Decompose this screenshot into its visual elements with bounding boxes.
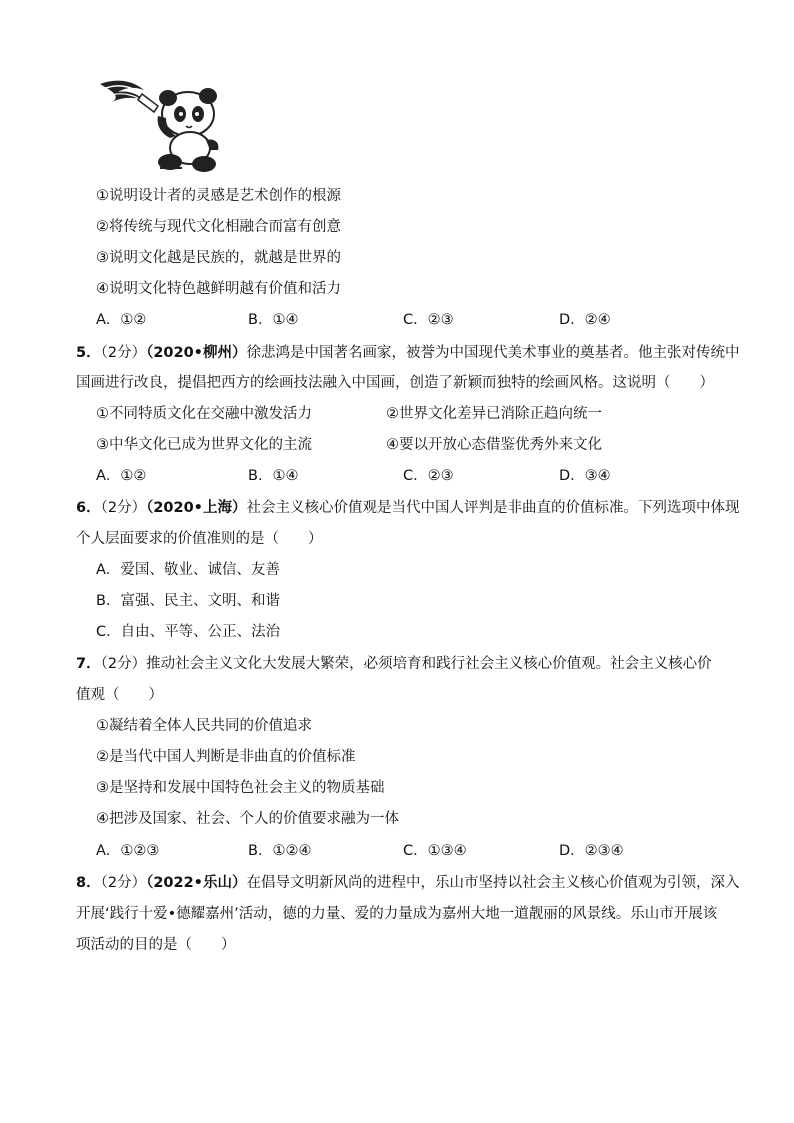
q7-choice-b[interactable]: B．①②④ xyxy=(248,843,312,859)
q7-statement-2: ②是当代中国人判断是非曲直的价值标准 xyxy=(96,749,356,765)
q5-stem-line-2: 国画进行改良，提倡把西方的绘画技法融入中国画，创造了新颖而独特的绘画风格。这说明（ ） xyxy=(76,375,714,391)
q5-stem-line-1 xyxy=(76,343,739,363)
q7-choice-a[interactable]: A．①②③ xyxy=(96,843,160,859)
q5-statement-3: ③中华文化已成为世界文化的主流 xyxy=(96,437,312,453)
q4-choice-b[interactable]: B．①④ xyxy=(248,312,299,328)
q7-stem-line-2: 值观（ ） xyxy=(76,687,163,703)
q8-score: （2分） xyxy=(100,875,147,891)
q8-stem-text-1: 在倡导文明新风尚的进程中，乐山市坚持以社会主义核心价值观为引领，深入 xyxy=(246,875,740,891)
q7-choice-c[interactable]: C．①③④ xyxy=(403,843,467,859)
q5-choice-a[interactable]: A．①② xyxy=(96,468,147,484)
q5-statement-2: ②世界文化差异已消除正趋向统一 xyxy=(386,406,602,422)
q7-stem-text-1: 推动社会主义文化大发展大繁荣，必须培育和践行社会主义核心价值观。社会主义核心价 xyxy=(146,656,712,672)
q7-choice-d[interactable]: D．②③④ xyxy=(559,843,624,859)
q6-stem-line-2: 个人层面要求的价值准则的是（ ） xyxy=(76,531,323,547)
q5-statement-4: ④要以开放心态借鉴优秀外来文化 xyxy=(386,437,602,453)
q7-stem-line-1 xyxy=(76,654,712,674)
q6-number: 6． xyxy=(76,500,101,516)
q8-stem-line-3: 项活动的目的是（ ） xyxy=(76,937,236,953)
q5-choice-b[interactable]: B．①④ xyxy=(248,468,299,484)
q5-choice-d[interactable]: D．③④ xyxy=(559,468,611,484)
q7-statement-3: ③是坚持和发展中国特色社会主义的物质基础 xyxy=(96,780,385,796)
q8-number: 8． xyxy=(76,875,101,891)
q4-choice-a[interactable]: A．①② xyxy=(96,312,147,328)
q4-choice-d[interactable]: D．②④ xyxy=(559,312,611,328)
q7-score: （2分） xyxy=(100,656,147,672)
q5-statement-1: ①不同特质文化在交融中激发活力 xyxy=(96,406,312,422)
q5-choice-c[interactable]: C．②③ xyxy=(403,468,454,484)
q7-number: 7． xyxy=(76,656,101,672)
panda-mascot-with-torch-icon xyxy=(98,76,238,176)
q7-statement-1: ①凝结着全体人民共同的价值追求 xyxy=(96,718,312,734)
q6-stem-line-1 xyxy=(76,498,739,518)
q8-stem-line-1 xyxy=(76,873,739,893)
q6-stem-text-1: 社会主义核心价值观是当代中国人评判是非曲直的价值标准。下列选项中体现 xyxy=(246,500,740,516)
q4-choice-c[interactable]: C．②③ xyxy=(403,312,454,328)
q4-statement-3: ③说明文化越是民族的，就越是世界的 xyxy=(96,250,341,266)
q7-statement-4: ④把涉及国家、社会、个人的价值要求融为一体 xyxy=(96,811,399,827)
q4-statement-2: ②将传统与现代文化相融合而富有创意 xyxy=(96,219,341,235)
q4-statement-4: ④说明文化特色越鲜明越有价值和活力 xyxy=(96,281,341,297)
q5-source: （2020•柳州） xyxy=(146,345,247,361)
q8-stem-line-2: 开展‘践行十爱•德耀嘉州’活动，德的力量、爱的力量成为嘉州大地一道靓丽的风景线。乐山市开展该 xyxy=(76,906,718,922)
q5-stem-text-1: 徐悲鸿是中国著名画家，被誉为中国现代美术事业的奠基者。他主张对传统中 xyxy=(246,345,740,361)
q4-statement-1: ①说明设计者的灵感是艺术创作的根源 xyxy=(96,188,341,204)
q5-number: 5． xyxy=(76,345,101,361)
q8-source: （2022•乐山） xyxy=(146,875,247,891)
q6-option-c[interactable]: C．自由、平等、公正、法治 xyxy=(96,624,281,640)
q6-option-b[interactable]: B．富强、民主、文明、和谐 xyxy=(96,593,280,609)
q5-score: （2分） xyxy=(100,345,147,361)
q6-source: （2020•上海） xyxy=(146,500,247,516)
q6-score: （2分） xyxy=(100,500,147,516)
q6-option-a[interactable]: A．爱国、敬业、诚信、友善 xyxy=(96,562,280,578)
